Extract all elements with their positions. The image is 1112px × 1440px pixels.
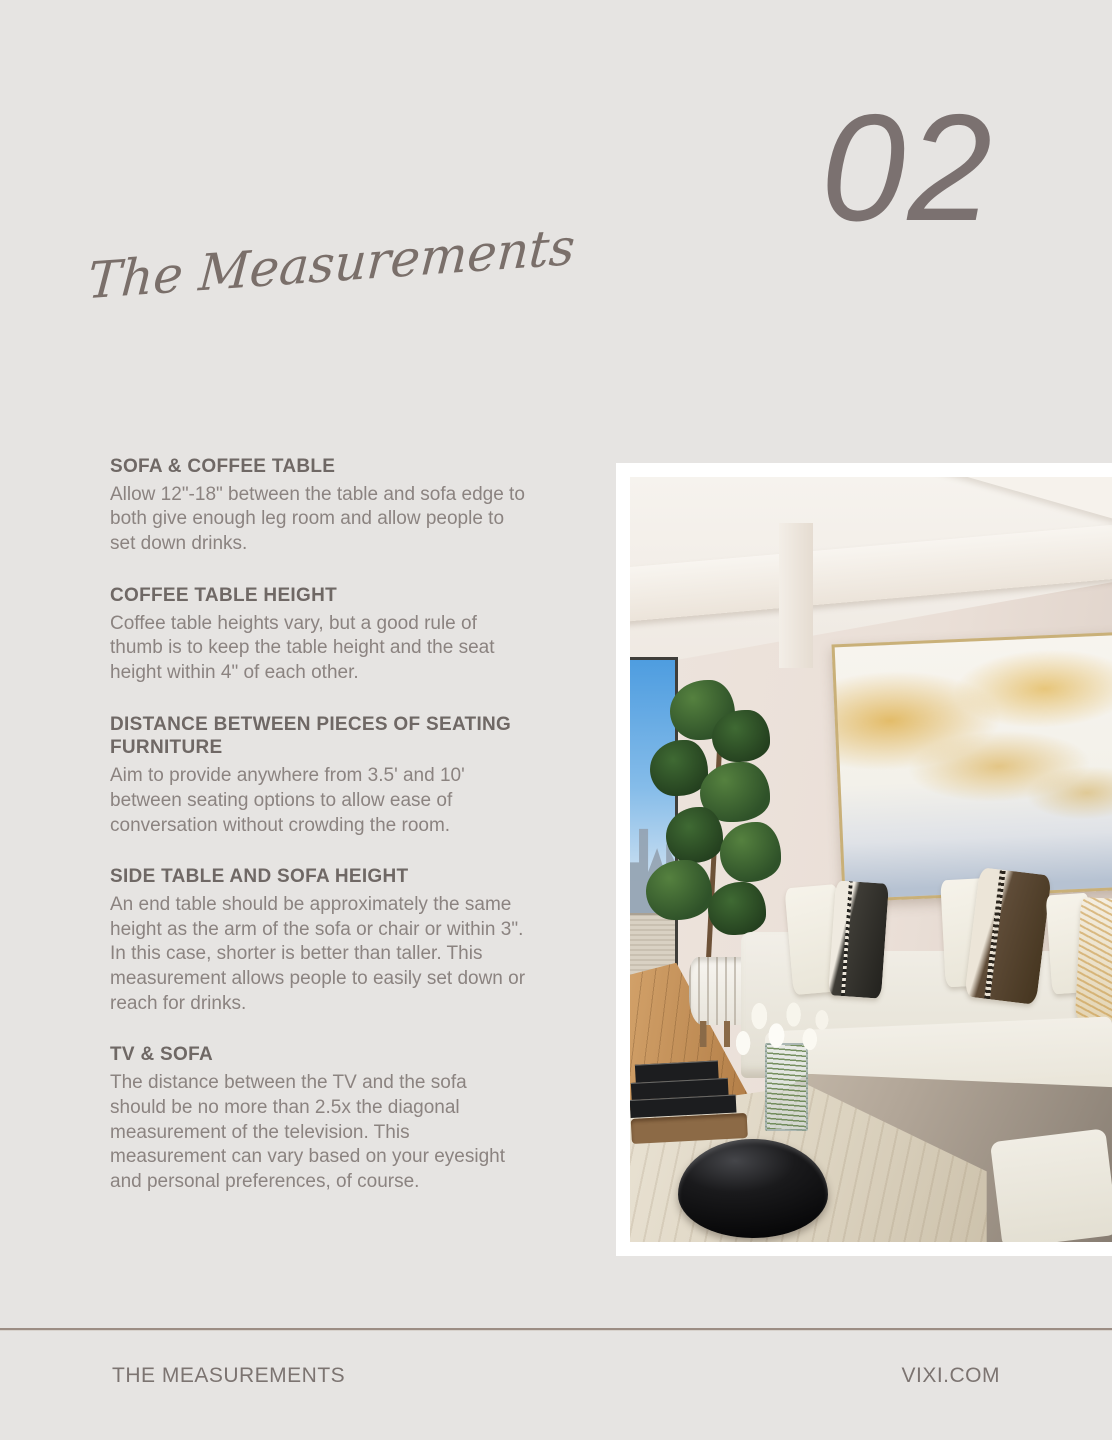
plant-foliage	[646, 860, 712, 920]
tip-body: Coffee table heights vary, but a good rule of thumb is to keep the table height and the seat height within 4" of each other.	[110, 612, 495, 683]
photo-wood-tray	[631, 1113, 748, 1144]
photo-flowers	[731, 993, 832, 1070]
plant-foliage	[720, 822, 782, 882]
tip-body: An end table should be approximately the same height as the arm of the sofa or chair or within 3". In this case, shorter is better than taller. This measurement allows people to easily set down or reach for drinks.	[110, 893, 526, 1014]
plant-foliage	[712, 710, 770, 762]
tip-body: Aim to provide anywhere from 3.5' and 10' between seating options to allow ease of conversation without crowding the room.	[110, 765, 465, 836]
photo-ceiling-beam	[779, 523, 813, 668]
tip-section-tv-sofa	[110, 1043, 526, 1194]
photo-sofa-chaise	[990, 1128, 1112, 1242]
tip-section-sofa-coffee-table	[110, 455, 526, 557]
footer-divider	[0, 1328, 1112, 1331]
plant-foliage	[650, 740, 708, 796]
plant-foliage	[666, 807, 724, 863]
tip-body: Allow 12"-18" between the table and sofa edge to both give enough leg room and allow people to set down drinks.	[110, 483, 525, 555]
tip-section-seating-distance	[110, 713, 526, 839]
photo-frame	[616, 463, 1112, 1256]
photo-pillow-gold	[1075, 897, 1112, 1021]
plant-foliage	[708, 882, 766, 934]
tip-heading: SIDE TABLE AND SOFA HEIGHT	[110, 866, 409, 888]
script-title: The Measurements	[85, 217, 577, 311]
footer-title-label: THE MEASUREMENTS	[112, 1364, 346, 1387]
photo-wall-art	[832, 631, 1112, 902]
tip-heading: TV & SOFA	[110, 1044, 213, 1066]
footer-website-label: VIXI.COM	[901, 1364, 1000, 1387]
tip-heading: SOFA & COFFEE TABLE	[110, 456, 336, 477]
tip-heading: COFFEE TABLE HEIGHT	[110, 584, 338, 606]
photo-pillow-black-pattern	[828, 881, 889, 999]
living-room-photo	[630, 477, 1112, 1242]
tip-section-coffee-table-height	[110, 584, 526, 686]
tip-body: The distance between the TV and the sofa should be no more than 2.5x the diagonal measurement of the television. This measurement can vary based on your eyesight and personal preferences, of course.	[110, 1072, 505, 1192]
tip-heading: DISTANCE BETWEEN PIECES OF SEATING FURNITURE	[110, 713, 512, 759]
photo-black-bowl	[678, 1139, 827, 1238]
tip-section-side-table-height	[110, 865, 526, 1016]
page-number: 02	[820, 83, 994, 253]
photo-book-stack	[630, 1059, 748, 1149]
measurement-guidelines	[110, 455, 526, 1222]
